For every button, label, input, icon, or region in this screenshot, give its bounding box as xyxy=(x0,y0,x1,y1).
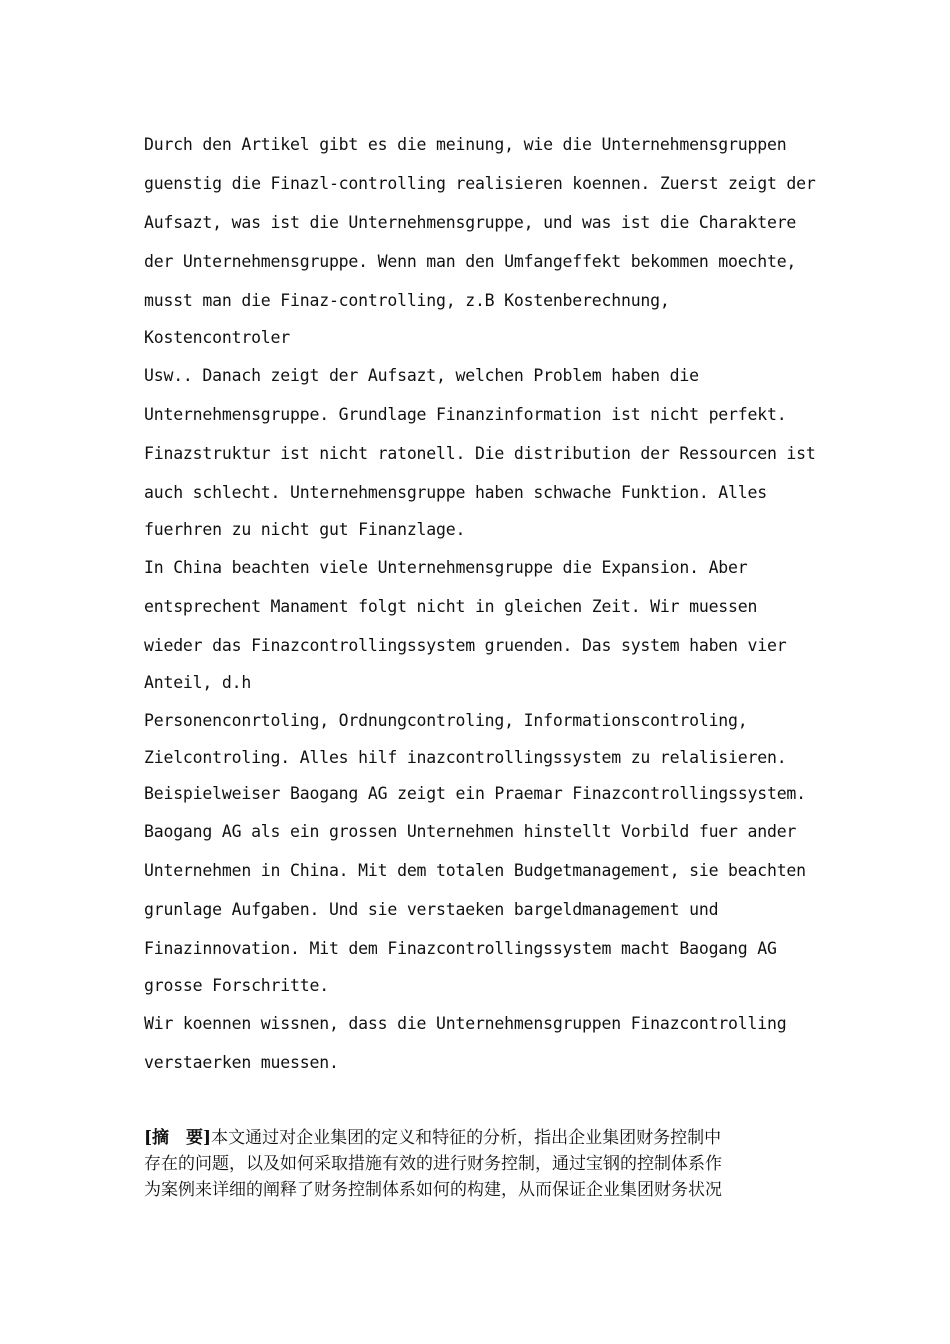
abstract-text: 本文通过对企业集团的定义和特征的分析，指出企业集团财务控制中 xyxy=(211,1128,722,1148)
german-paragraph-6 xyxy=(144,1004,824,1082)
text-line: Durch den Artikel gibt es die meinung, wie die Unternehmensgruppen xyxy=(144,135,787,154)
abstract-line xyxy=(144,1125,804,1151)
text-line: musst man die Finaz-controlling, z.B Kostenberechnung, xyxy=(144,291,670,310)
text-line: Unternehmensgruppe. Grundlage Finanzinformation ist nicht perfekt. xyxy=(144,405,787,424)
text-line: auch schlecht. Unternehmensgruppe haben schwache Funktion. Alles xyxy=(144,483,767,502)
text-line: In China beachten viele Unternehmensgruppe die Expansion. Aber xyxy=(144,558,748,577)
text-line: Zielcontroling. Alles hilf inazcontrollingssystem zu relalisieren. xyxy=(144,748,787,767)
text-line: Beispielweiser Baogang AG zeigt ein Praemar Finazcontrollingssystem. xyxy=(144,784,806,803)
text-line: Personenconrtoling, Ordnungcontroling, Informationscontroling, xyxy=(144,711,748,730)
text-line: Usw.. Danach zeigt der Aufsazt, welchen Problem haben die xyxy=(144,366,699,385)
text-line: Aufsazt, was ist die Unternehmensgruppe, und was ist die Charaktere xyxy=(144,213,797,232)
text-line: wieder das Finazcontrollingssystem gruenden. Das system haben vier xyxy=(144,636,787,655)
text-line: Baogang AG als ein grossen Unternehmen hinstellt Vorbild fuer ander xyxy=(144,822,797,841)
text-line: Wir koennen wissnen, dass die Unternehmensgruppen Finazcontrolling xyxy=(144,1014,787,1033)
text-line: Anteil, d.h xyxy=(144,673,252,692)
abstract-label: [摘 要] xyxy=(144,1128,212,1148)
text-line: Finazinnovation. Mit dem Finazcontrollingssystem macht Baogang AG xyxy=(144,939,777,958)
text-line: grunlage Aufgaben. Und sie verstaeken bargeldmanagement und xyxy=(144,900,719,919)
text-line: Kostencontroler xyxy=(144,328,291,347)
abstract-line: 为案例来详细的阐释了财务控制体系如何的构建，从而保证企业集团财务状况 xyxy=(144,1180,722,1200)
text-line: grosse Forschritte. xyxy=(144,976,329,995)
text-line: fuerhren zu nicht gut Finanzlage. xyxy=(144,520,466,539)
german-paragraph-4 xyxy=(144,701,824,776)
german-paragraph-1 xyxy=(144,125,824,356)
german-paragraph-5 xyxy=(144,776,824,1004)
german-abstract xyxy=(144,125,824,1082)
german-paragraph-2 xyxy=(144,356,824,548)
text-line: entsprechent Manament folgt nicht in gleichen Zeit. Wir muessen xyxy=(144,597,758,616)
text-line: Finazstruktur ist nicht ratonell. Die distribution der Ressourcen ist xyxy=(144,444,816,463)
text-line: der Unternehmensgruppe. Wenn man den Umfangeffekt bekommen moechte, xyxy=(144,252,797,271)
text-line: guenstig die Finazl-controlling realisieren koennen. Zuerst zeigt der xyxy=(144,174,816,193)
chinese-abstract xyxy=(144,1125,804,1203)
text-line: verstaerken muessen. xyxy=(144,1053,339,1072)
text-line: Unternehmen in China. Mit dem totalen Budgetmanagement, sie beachten xyxy=(144,861,806,880)
abstract-line: 存在的问题，以及如何采取措施有效的进行财务控制，通过宝钢的控制体系作 xyxy=(144,1154,722,1174)
german-paragraph-3 xyxy=(144,548,824,701)
